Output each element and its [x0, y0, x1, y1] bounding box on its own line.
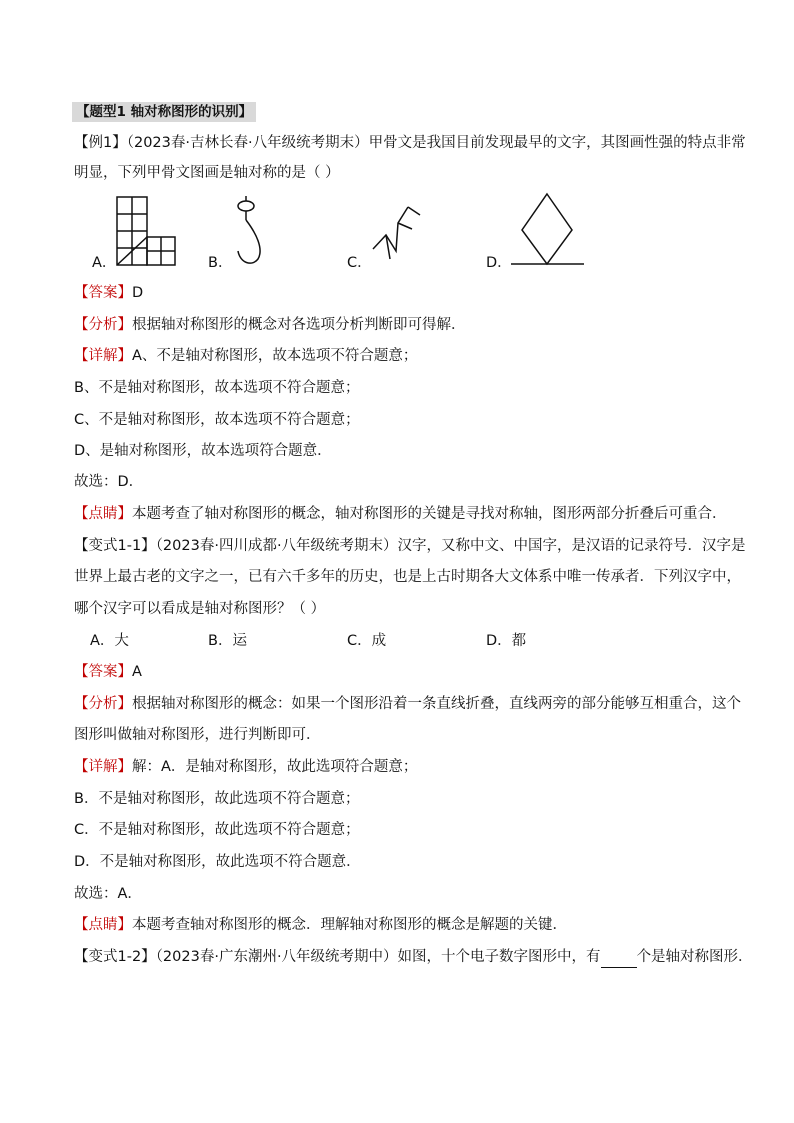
option-b-label: B． [208, 255, 233, 271]
option-c-oracle-figure [368, 193, 428, 268]
example-1-detail-3: C、不是轴对称图形，故本选项不符合题意； [74, 412, 360, 428]
section-title: 【题型1 轴对称图形的识别】 [72, 102, 256, 122]
variant-1-1-answer [74, 662, 142, 682]
example-1-question-text: （2023春·吉林长春·八年级统考期末）甲骨文是我国目前发现最早的文字，其图画性强的特点非常 [126, 135, 746, 151]
variant-1-1-option-a: A．大 [90, 633, 129, 649]
detail-label: 【详解】 [74, 759, 132, 775]
variant-1-1-analysis-1 [74, 694, 741, 714]
example-1-question-line-2: 明显，下列甲骨文图画是轴对称的是（ ） [74, 165, 340, 181]
comment-label: 【点睛】 [74, 917, 132, 933]
example-1-question-line-1 [74, 133, 746, 153]
answer-label: 【答案】 [74, 285, 132, 301]
variant-1-1-analysis-2: 图形叫做轴对称图形，进行判断即可． [74, 727, 321, 743]
comment-text: 本题考查了轴对称图形的概念，轴对称图形的关键是寻找对称轴，图形两部分折叠后可重合． [132, 506, 727, 522]
variant-1-2-question-end: 个是轴对称图形． [636, 949, 753, 965]
detail-label: 【详解】 [74, 348, 132, 364]
example-1-answer [74, 283, 143, 303]
example-1-detail-4: D、是轴对称图形，故本选项符合题意． [74, 443, 332, 459]
variant-1-2-question [74, 947, 753, 968]
option-a-label: A． [92, 255, 117, 271]
variant-1-1-question-line-2: 世界上最古老的文字之一，已有六千多年的历史，也是上古时期各大文体系中唯一传承者．下列汉字中， [74, 569, 741, 585]
answer-blank [601, 947, 637, 968]
example-1-choose: 故选：D． [74, 474, 144, 490]
example-1-label: 【例1】 [74, 135, 127, 151]
variant-1-1-detail-2: B．不是轴对称图形，故此选项不符合题意； [74, 791, 360, 807]
analysis-label: 【分析】 [74, 317, 132, 333]
variant-1-1-choose: 故选：A． [74, 886, 142, 902]
example-1-comment [74, 504, 727, 524]
variant-1-1-detail-4: D．不是轴对称图形，故此选项不符合题意． [74, 854, 361, 870]
example-1-detail-1 [74, 346, 417, 366]
option-b-oracle-figure [228, 193, 272, 268]
option-a-oracle-figure [114, 193, 180, 268]
variant-1-2-question-text: （2023春·广东潮州·八年级统考期中）如图，十个电子数字图形中，有 [155, 949, 601, 965]
variant-1-1-option-b: B．运 [208, 633, 247, 649]
variant-1-1-detail-3: C．不是轴对称图形，故此选项不符合题意； [74, 822, 360, 838]
variant-1-1-question-line-1 [74, 536, 746, 556]
variant-1-1-comment [74, 915, 567, 935]
detail-text: A、不是轴对称图形，故本选项不符合题意； [132, 348, 418, 364]
example-1-detail-2: B、不是轴对称图形，故本选项不符合题意； [74, 380, 360, 396]
option-d-oracle-figure [508, 190, 588, 270]
answer-value: A [132, 664, 142, 680]
example-1-analysis [74, 315, 466, 335]
variant-1-1-option-c: C．成 [347, 633, 387, 649]
variant-1-1-detail-1 [74, 757, 417, 777]
detail-text: 解：A．是轴对称图形，故此选项符合题意； [132, 759, 418, 775]
answer-label: 【答案】 [74, 664, 132, 680]
variant-1-1-question-text: （2023春·四川成都·八年级统考期末）汉字，又称中文、中国字，是汉语的记录符号．汉字是 [155, 538, 746, 554]
variant-1-1-question-line-3: 哪个汉字可以看成是轴对称图形？（ ） [74, 601, 326, 617]
comment-text: 本题考查轴对称图形的概念．理解轴对称图形的概念是解题的关键． [132, 917, 567, 933]
variant-1-2-label: 【变式1-2】 [74, 949, 156, 965]
comment-label: 【点睛】 [74, 506, 132, 522]
option-d-label: D． [486, 255, 512, 271]
analysis-label: 【分析】 [74, 696, 132, 712]
answer-value: D [132, 285, 144, 301]
variant-1-1-label: 【变式1-1】 [74, 538, 156, 554]
option-c-label: C． [347, 255, 372, 271]
analysis-text: 根据轴对称图形的概念：如果一个图形沿着一条直线折叠，直线两旁的部分能够互相重合，这个 [132, 696, 741, 712]
analysis-text: 根据轴对称图形的概念对各选项分析判断即可得解． [132, 317, 466, 333]
variant-1-1-option-d: D．都 [486, 633, 527, 649]
